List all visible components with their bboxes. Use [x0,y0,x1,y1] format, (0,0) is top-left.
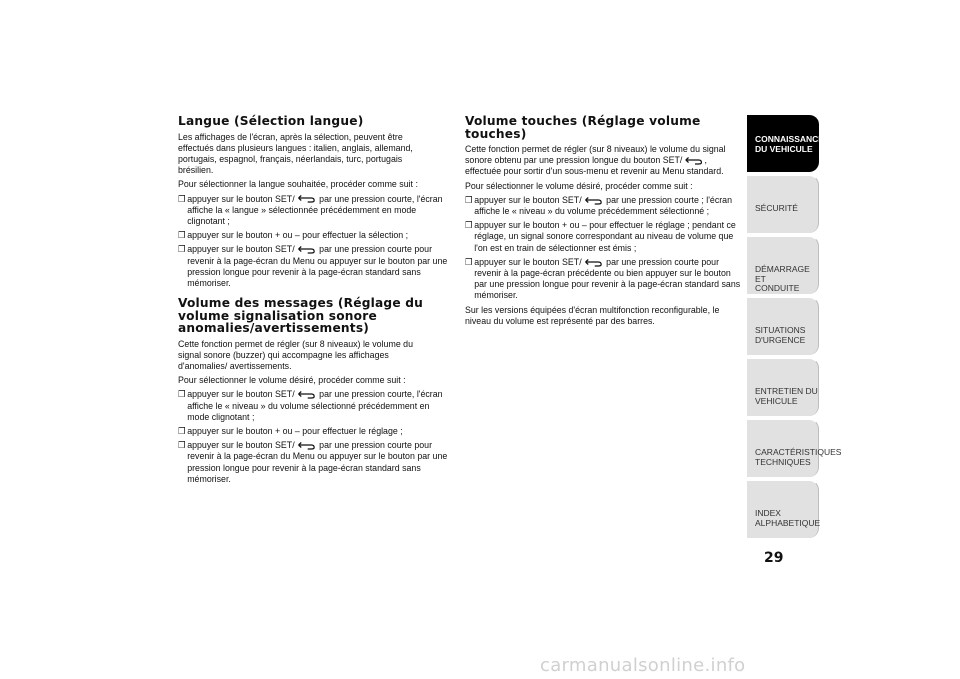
list-item: ❒ appuyer sur le bouton SET/ par une pression courte pour revenir à la page-écran précédente ou bien appuyer sur le bouton par une pression longue pour revenir à la page-écran standard sans mémoriser. [465,256,741,302]
list-item: ❒ appuyer sur le bouton + ou – pour effectuer le réglage ; pendant ce réglage, un signal sonore correspondant au niveau de volume que l'on est en train de sélectionner est émis ; [465,220,736,254]
tab-entretien-vehicule[interactable]: ENTRETIEN DU VEHICULE [747,358,819,416]
tab-demarrage-conduite[interactable]: DÉMARRAGE ET CONDUITE [747,236,819,294]
bullet-icon: ❒ [465,220,473,231]
list-item: ❒ appuyer sur le bouton SET/ par une pression courte pour revenir à la page-écran du Menu ou appuyer sur le bouton par une pression longue pour revenir à la page-écran standard sans mémoriser. [178,244,448,289]
bullet-icon: ❒ [178,193,186,204]
section-heading: Volume touches (Réglage volume touches) [465,114,701,141]
section-heading: Langue (Sélection langue) [178,114,364,128]
bullet-icon: ❒ [465,256,473,267]
return-arrow-icon [295,390,317,399]
list-item: ❒ appuyer sur le bouton + ou – pour effectuer le réglage ; [178,426,403,438]
list-item: ❒ appuyer sur le bouton + ou – pour effectuer la sélection ; [178,230,409,242]
return-arrow-icon [582,196,604,205]
return-arrow-icon [295,245,317,254]
tab-connaissance-vehicule[interactable]: CONNAISSANCE DU VEHICULE [747,114,819,172]
paragraph: Pour sélectionner le volume désiré, procéder comme suit : [465,180,693,192]
paragraph: Cette fonction permet de régler (sur 8 niveaux) le volume du signal sonore (buzzer) qui accompagne les affichages d'anomalies/ avertissements. [178,338,414,373]
left-column [178,114,448,493]
page-number: 29 [764,550,784,566]
paragraph: Pour sélectionner le volume désiré, procéder comme suit : [178,375,406,387]
paragraph: Pour sélectionner la langue souhaitée, procéder comme suit : [178,179,418,191]
return-arrow-icon [682,156,704,165]
bullet-icon: ❒ [178,440,186,451]
list-item: ❒ appuyer sur le bouton SET/ par une pression courte, l'écran affiche la « langue » sélectionnée précédemment en mode clignotant ; [178,193,443,227]
watermark[interactable]: carmanualsonline.info [540,655,746,676]
tab-index-alphabetique[interactable]: INDEX ALPHABETIQUE [747,480,819,538]
tab-situations-urgence[interactable]: SITUATIONS D'URGENCE [747,297,819,355]
return-arrow-icon [295,441,317,450]
section-key-volume [465,114,741,327]
tab-caracteristiques-techniques[interactable]: CARACTÉRISTIQUES TECHNIQUES [747,419,819,477]
bullet-icon: ❒ [178,230,186,241]
bullet-icon: ❒ [178,426,186,437]
bullet-icon: ❒ [465,194,473,205]
return-arrow-icon [295,194,317,203]
right-column [465,114,741,335]
tab-securite[interactable]: SÉCURITÉ [747,175,819,233]
bullet-icon: ❒ [178,389,186,400]
list-item: ❒ appuyer sur le bouton SET/ par une pression courte ; l'écran affiche le « niveau » du volume précédemment sélectionné ; [465,194,733,218]
list-item: ❒ appuyer sur le bouton SET/ par une pression courte, l'écran affiche le « niveau » du volume sélectionné précédemment en mode clignotant ; [178,389,443,423]
paragraph: Sur les versions équipées d'écran multifonction reconfigurable, le niveau du volume est représenté par des barres. [465,304,720,327]
section-message-volume [178,296,448,485]
paragraph: Les affichages de l'écran, après la sélection, peuvent être effectués dans plusieurs langues : italien, anglais, allemand, portugais, espagnol, français, néerlandais, turc, portugais brésilien. [178,131,413,177]
section-language [178,114,448,289]
return-arrow-icon [582,258,604,267]
chapter-tabs [747,114,842,541]
list-item: ❒ appuyer sur le bouton SET/ par une pression courte pour revenir à la page-écran du Menu ou appuyer sur le bouton par une pression longue pour revenir à la page-écran standard sans mémoriser. [178,440,448,485]
bullet-icon: ❒ [178,244,186,255]
paragraph: Cette fonction permet de régler (sur 8 niveaux) le volume du signal sonore obtenu par une pression longue du bouton SET/ , effectuée pour sortir d'un sous-menu et revenir au Menu standard. [465,144,726,178]
section-heading: Volume des messages (Réglage du volume signalisation sonore anomalies/avertissements) [178,296,424,336]
